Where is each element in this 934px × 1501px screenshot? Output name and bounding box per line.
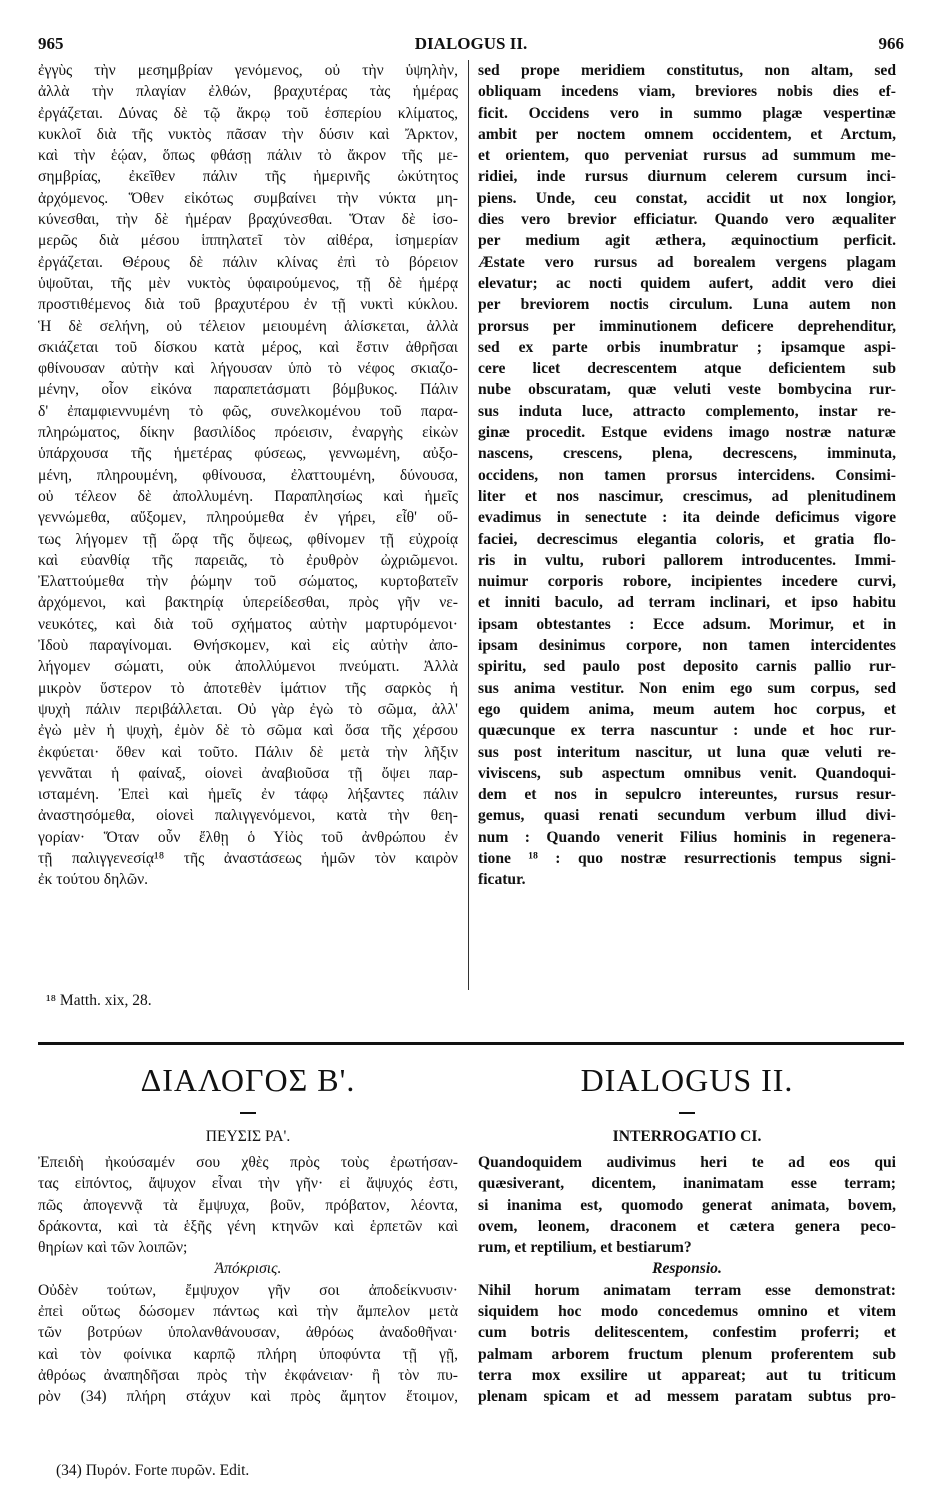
greek-text-line: ἐκφύεται· ὅθεν καὶ τοῦτο. Πάλιν δὲ μετὰ τὴν λῆξιν bbox=[38, 743, 458, 761]
latin-text-line: ridiei, inde rursus diurnum celerem cursum inci- bbox=[478, 168, 896, 186]
greek-text-line: φθίνουσαν αὐτὴν καὶ λήγουσαν ὑπὸ τὸ νέφος σκιαζο- bbox=[38, 360, 458, 378]
latin-column-bottom bbox=[478, 1152, 896, 1408]
title-dash-right bbox=[679, 1112, 695, 1114]
greek-text-line: λήγομεν σώματι, οὐκ ἀπολλύμενοι πνεύματι. Ἀλλὰ bbox=[38, 658, 458, 676]
greek-answer-line: ἐπεὶ οὕτως δώσομεν πάντως καὶ τὴν ἄμπελον μετὰ bbox=[38, 1303, 458, 1321]
answer-heading-latin: Responsio. bbox=[652, 1260, 722, 1278]
greek-text-line: ἐγὼ μὲν ἡ ψυχὴ, ἐμὸν δὲ τὸ σῶμα καὶ ὅσα τῆς χέρσου bbox=[38, 722, 458, 740]
greek-answer-line: ρὸν (34) πλήρη στάχυν καὶ πρὸς ἄμητον ἕτοιμον, bbox=[38, 1388, 458, 1406]
column-divider bbox=[468, 60, 469, 990]
greek-text-line: ψυχὴ πάλιν περιβάλλεται. Οὐ γὰρ ἐγὼ τὸ σῶμα, ἀλλ' bbox=[38, 700, 458, 718]
greek-text-line: ἐργάζεται. Δύνας δὲ τῷ ἄκρῳ τοῦ ἑσπερίου κλίματος, bbox=[38, 104, 458, 122]
greek-text-line: μένην, οἷον εἰκόνα παραπετάσματι βόμβυκος. Πάλιν bbox=[38, 381, 458, 399]
latin-text-line: occidens, non tamen prorsus intercidens. Consimi- bbox=[478, 466, 896, 484]
greek-text-line: καὶ τὴν ἑῴαν, ὅπως φθάσῃ πάλιν τὸ ἄκρον τῆς με- bbox=[38, 147, 458, 165]
latin-text-line: nuimur corporis robore, incipientes incedere curvi, bbox=[478, 573, 896, 591]
page-number-right: 966 bbox=[878, 34, 904, 53]
greek-text-line: μερῶς διὰ μέσου ἱππηλατεῖ τὸν αἰθέρα, ἰσημερίαν bbox=[38, 232, 458, 250]
latin-question-line: quæsiverant, dicentem, inanimatam esse terram; bbox=[478, 1175, 896, 1193]
greek-question-line: θηρίων καὶ τῶν λοιπῶν; bbox=[38, 1239, 188, 1257]
greek-text-line: τως λήγομεν τῇ ὥρᾳ τῆς ὄψεως, φθίνομεν τῇ εὐχροίᾳ bbox=[38, 530, 458, 548]
latin-text-line: num : Quando venerit Filius hominis in regenera- bbox=[478, 828, 896, 846]
greek-text-line: ἐκ τούτου δηλῶν. bbox=[38, 871, 149, 889]
greek-text-line: Ἡ δὲ σελήνη, οὐ τέλειον μειουμένη ἁλίσκεται, ἀλλὰ bbox=[38, 317, 458, 335]
greek-text-line: γορίαν· Ὅταν οὖν ἔλθῃ ὁ Υἱὸς τοῦ ἀνθρώπου ἐν bbox=[38, 828, 458, 846]
section-rule bbox=[38, 1042, 904, 1045]
latin-text-line: spiritu, sed paulo post deposito carnis pallio rur- bbox=[478, 658, 896, 676]
greek-question-line: τας εἰπόντος, ἄψυχον εἶναι τὴν γῆν· εἰ ἄψυχός ἐστι, bbox=[38, 1175, 458, 1193]
latin-text-line: quæcunque ex terra nascuntur : unde et hoc rur- bbox=[478, 722, 896, 740]
running-title: DIALOGUS II. bbox=[414, 34, 528, 53]
latin-answer-line: cum botris delitescentem, confestim proferri; et bbox=[478, 1324, 896, 1342]
latin-text-line: gemus, quasi renati secundum verbum illud divi- bbox=[478, 807, 896, 825]
latin-question-line: rum, et reptilium, et bestiarum? bbox=[478, 1239, 692, 1257]
latin-text-line: sus induta luce, attracto complemento, instar re- bbox=[478, 402, 896, 420]
greek-text-line: ἀλλὰ τὴν πλαγίαν ἐλθών, βραχυτέρας τὰς ἡμέρας bbox=[38, 83, 458, 101]
latin-question-line: ovem, leonem, draconem et cætera genera peco- bbox=[478, 1217, 896, 1235]
latin-answer-line: terra mox exsilire ut appareat; aut tu triticum bbox=[478, 1366, 896, 1384]
greek-text-line: δ' ἐπαμφιεννυμένη τὸ φῶς, συνελκομένου τοῦ παρα- bbox=[38, 402, 458, 420]
latin-text-line: dies vero brevior efficiatur. Quando vero æqualiter bbox=[478, 211, 896, 229]
latin-text-line: sed ex parte orbis inumbratur ; ipsamque aspi- bbox=[478, 338, 896, 356]
latin-text-line: viviscens, sub aspectum omnibus venit. Quandoqui- bbox=[478, 764, 896, 782]
latin-text-line: ginæ procedit. Estque evidens imago nostræ naturæ bbox=[478, 424, 896, 442]
latin-text-line: sus post interitum nascitur, ut luna quæ veluti re- bbox=[478, 743, 896, 761]
latin-text-line: elevatur; ac nocti quidem aufert, addit vero diei bbox=[478, 274, 896, 292]
title-dash-left bbox=[240, 1112, 256, 1114]
greek-text-line: ισταμένη. Ἐπεὶ καὶ ἡμεῖς ἐν τάφῳ λήξαντες πάλιν bbox=[38, 786, 458, 804]
greek-column-top bbox=[38, 60, 458, 891]
question-heading-latin: INTERROGATIO CI. bbox=[612, 1128, 762, 1145]
greek-text-line: νευκότες, καὶ διὰ τοῦ σχήματος αὐτὴν μαρτυρόμενοι· bbox=[38, 615, 458, 633]
latin-text-line: ego quidem anima, meum autem hoc corpus, et bbox=[478, 700, 896, 718]
greek-text-line: γεννώμεθα, αὔξομεν, πληρούμεθα ἐν γήρει, εἶθ' οὕ- bbox=[38, 509, 458, 527]
greek-text-line: μικρὸν ὕστερον τὸ ἀποτεθὲν ἱμάτιον τῆς σαρκὸς ἡ bbox=[38, 679, 458, 697]
greek-text-line: ἐγγὺς τὴν μεσημβρίαν γενόμενος, οὐ τὴν ὑψηλὴν, bbox=[38, 62, 458, 79]
question-heading-greek: ΠΕΥΣΙΣ ΡΑ'. bbox=[205, 1128, 291, 1145]
latin-text-line: et orientem, quo perveniat rursus ad summum me- bbox=[478, 147, 896, 165]
dialogue-title-greek: ΔΙΑΛΟΓΟΣ Β'. bbox=[140, 1062, 356, 1098]
latin-text-line: ris in vultu, rubori pallorem introducentes. Immi- bbox=[478, 551, 896, 569]
latin-text-line: ipsam desinimus corpore, non tamen intercidentes bbox=[478, 637, 896, 655]
latin-text-line: et inniti baculo, ad terram inclinari, et ipso habitu bbox=[478, 594, 896, 612]
greek-text-line: προστιθέμενος διὰ τοῦ βραχυτέρου ἐν τῇ νυκτὶ κύκλου. bbox=[38, 296, 458, 314]
latin-text-line: dem et nos in sepulcro intereuntes, rursus resur- bbox=[478, 786, 896, 804]
latin-column-top bbox=[478, 60, 896, 891]
greek-text-line: πληρώματος, δίκην βασιλίδος πρόεισιν, ἐναργὴς εἰκὼν bbox=[38, 424, 458, 442]
greek-text-line: μένη, πληρουμένη, φθίνουσα, ἐλαττουμένη, δύνουσα, bbox=[38, 466, 458, 484]
latin-text-line: cere licet decrescentem atque deficientem sub bbox=[478, 360, 896, 378]
greek-answer-line: καὶ τὸν φοίνικα καρπῷ πλήρη ὑποφύντα τῇ γῇ, bbox=[38, 1345, 458, 1363]
latin-text-line: evadimus in senectute : ita deinde deficimus vigore bbox=[478, 509, 896, 527]
footnote-bottom: (34) Πυρόν. Forte πυρῶν. Edit. bbox=[56, 1462, 250, 1479]
latin-text-line: liter et nos nascimur, crescimus, ad plenitudinem bbox=[478, 487, 896, 505]
latin-text-line: ficatur. bbox=[478, 871, 526, 889]
greek-text-line: ἀρχόμενος. Ὅθεν εἰκότως συμβαίνει τὴν νύκτα μη- bbox=[38, 189, 458, 207]
greek-column-bottom bbox=[38, 1152, 458, 1408]
greek-text-line: σημβρίας, ἐκεῖθεν πάλιν τῆς ἡμερινῆς ὠκύτητος bbox=[38, 168, 458, 186]
latin-text-line: tione ¹⁸ : quo nostræ resurrectionis tempus signi- bbox=[478, 849, 896, 867]
footnote-top: ¹⁸ Matth. xix, 28. bbox=[46, 992, 152, 1009]
greek-text-line: τῇ παλιγγενεσίᾳ¹⁸ τῆς ἀναστάσεως ἡμῶν τὸν καιρὸν bbox=[38, 849, 458, 867]
latin-text-line: nascens, crescens, plena, decrescens, imminuta, bbox=[478, 445, 896, 463]
greek-text-line: ὑπάρχουσα τῆς ἡμετέρας φύσεως, γεννωμένη, αὐξο- bbox=[38, 445, 458, 463]
greek-text-line: οὐ τέλεον δὲ ἀπολλυμένη. Παραπλησίως καὶ ἡμεῖς bbox=[38, 487, 458, 505]
greek-text-line: ὑψοῦται, τῆς μὲν νυκτὸς ὑφαιρούμενος, τῇ δὲ ἡμέρᾳ bbox=[38, 274, 458, 292]
greek-text-line: καὶ εὐανθίᾳ τῆς παρειᾶς, τὸ ἐρυθρὸν ὠχριῶμενοι. bbox=[38, 551, 458, 569]
page-number-left: 965 bbox=[38, 34, 64, 53]
latin-text-line: piens. Unde, ceu constat, accidit ut nox longior, bbox=[478, 189, 896, 207]
greek-text-line: ἐργάζεται. Θέρους δὲ πάλιν κλίνας ἐπὶ τὸ βόρειον bbox=[38, 253, 458, 271]
latin-text-line: ficit. Occidens vero in summo plagæ vespertinæ bbox=[478, 104, 896, 122]
greek-text-line: σκιάζεται τοῦ δίσκου κατὰ μέρος, καὶ ἔστιν ἀθρῆσαι bbox=[38, 338, 458, 356]
latin-text-line: sed prope meridiem constitutus, non altam, sed bbox=[478, 62, 896, 79]
greek-answer-line: ἀθρόως ἀναπηδῆσαι πρὸς τὴν ἐκφάνειαν· ἢ τὸν πυ- bbox=[38, 1366, 458, 1384]
greek-text-line: γεννᾶται ἡ φαίναξ, οἱονεὶ ἀναβιοῦσα τῇ ὄψει παρ- bbox=[38, 764, 458, 782]
greek-answer-line: τῶν βοτρύων ὑπολανθάνουσαν, ἀθρόως ἀναδοθῆναι· bbox=[38, 1324, 458, 1342]
latin-text-line: per medium agit æthera, æquinoctium perficit. bbox=[478, 232, 896, 250]
greek-question-line: Ἐπειδὴ ἠκούσαμέν σου χθὲς πρὸς τοὺς ἐρωτήσαν- bbox=[38, 1154, 458, 1171]
greek-text-line: κύνεσθαι, τὴν δὲ ἡμέραν βραχύνεσθαι. Ὅταν δὲ ἰσο- bbox=[38, 211, 458, 229]
latin-text-line: ipsam obtestantes : Ecce adsum. Morimur, et in bbox=[478, 615, 896, 633]
latin-answer-line: palmam arborem fructum plenum proferentem sub bbox=[478, 1345, 896, 1363]
greek-text-line: κυκλοῖ διὰ τῆς νυκτὸς πᾶσαν τὴν δύσιν καὶ Ἄρκτον, bbox=[38, 125, 458, 143]
latin-answer-line: siquidem hoc modo concedemus omnino et vitem bbox=[478, 1303, 896, 1321]
latin-text-line: prorsus per imminutionem deficere deprehenditur, bbox=[478, 317, 896, 335]
latin-text-line: per breviorem noctis circulum. Luna autem non bbox=[478, 296, 896, 314]
latin-text-line: sus anima vestitur. Non enim ego sum corpus, sed bbox=[478, 679, 896, 697]
latin-text-line: obliquam incedens viam, breviores nobis dies ef- bbox=[478, 83, 896, 101]
greek-question-line: δράκοντα, καὶ τὰ ἑξῆς γένη κτηνῶν καὶ ἑρπετῶν καὶ bbox=[38, 1217, 458, 1235]
greek-text-line: Ἐλαττούμεθα τὴν ῥώμην τοῦ σώματος, κυρτοβατεῖν bbox=[38, 573, 458, 591]
greek-question-line: πῶς ἀπογεννᾷ τὰ ἔμψυχα, βοῦν, πρόβατον, λέοντα, bbox=[38, 1196, 458, 1214]
latin-answer-line: plenam spicam et ad messem paratam subtus pro- bbox=[478, 1388, 896, 1406]
running-head bbox=[38, 34, 904, 58]
latin-text-line: Æstate vero rursus ad borealem vergens plagam bbox=[478, 253, 896, 271]
greek-text-line: ἀναστησόμεθα, οἱονεὶ παλιγγενόμενοι, κατὰ τὴν θεη- bbox=[38, 807, 458, 825]
latin-question-line: Quandoquidem audivimus heri te ad eos qui bbox=[478, 1154, 896, 1171]
latin-text-line: faciei, decrescimus elegantia coloris, et gratia flo- bbox=[478, 530, 896, 548]
latin-answer-line: Nihil horum animatam terram esse demonstrat: bbox=[478, 1281, 896, 1299]
greek-text-line: Ἰδοὺ παραγίνομαι. Θνήσκομεν, καὶ εἰς αὐτὴν ἀπο- bbox=[38, 637, 458, 655]
answer-heading-greek: Ἀπόκρισις. bbox=[214, 1260, 282, 1278]
latin-text-line: nube obscuratam, quæ veluti veste bombycina rur- bbox=[478, 381, 896, 399]
dialogue-title-latin: DIALOGUS II. bbox=[580, 1062, 794, 1098]
latin-question-line: si inanima est, quomodo generat animata, bovem, bbox=[478, 1196, 896, 1214]
greek-text-line: ἀρχόμενοι, καὶ βακτηρίᾳ ὑπερείδεσθαι, πρὸς γῆν νε- bbox=[38, 594, 458, 612]
greek-answer-line: Οὐδὲν τούτων, ἔμψυχον γῆν σοι ἀποδείκνυσιν· bbox=[38, 1281, 458, 1299]
latin-text-line: ambit per noctem omnem occidentem, et Arctum, bbox=[478, 125, 896, 143]
